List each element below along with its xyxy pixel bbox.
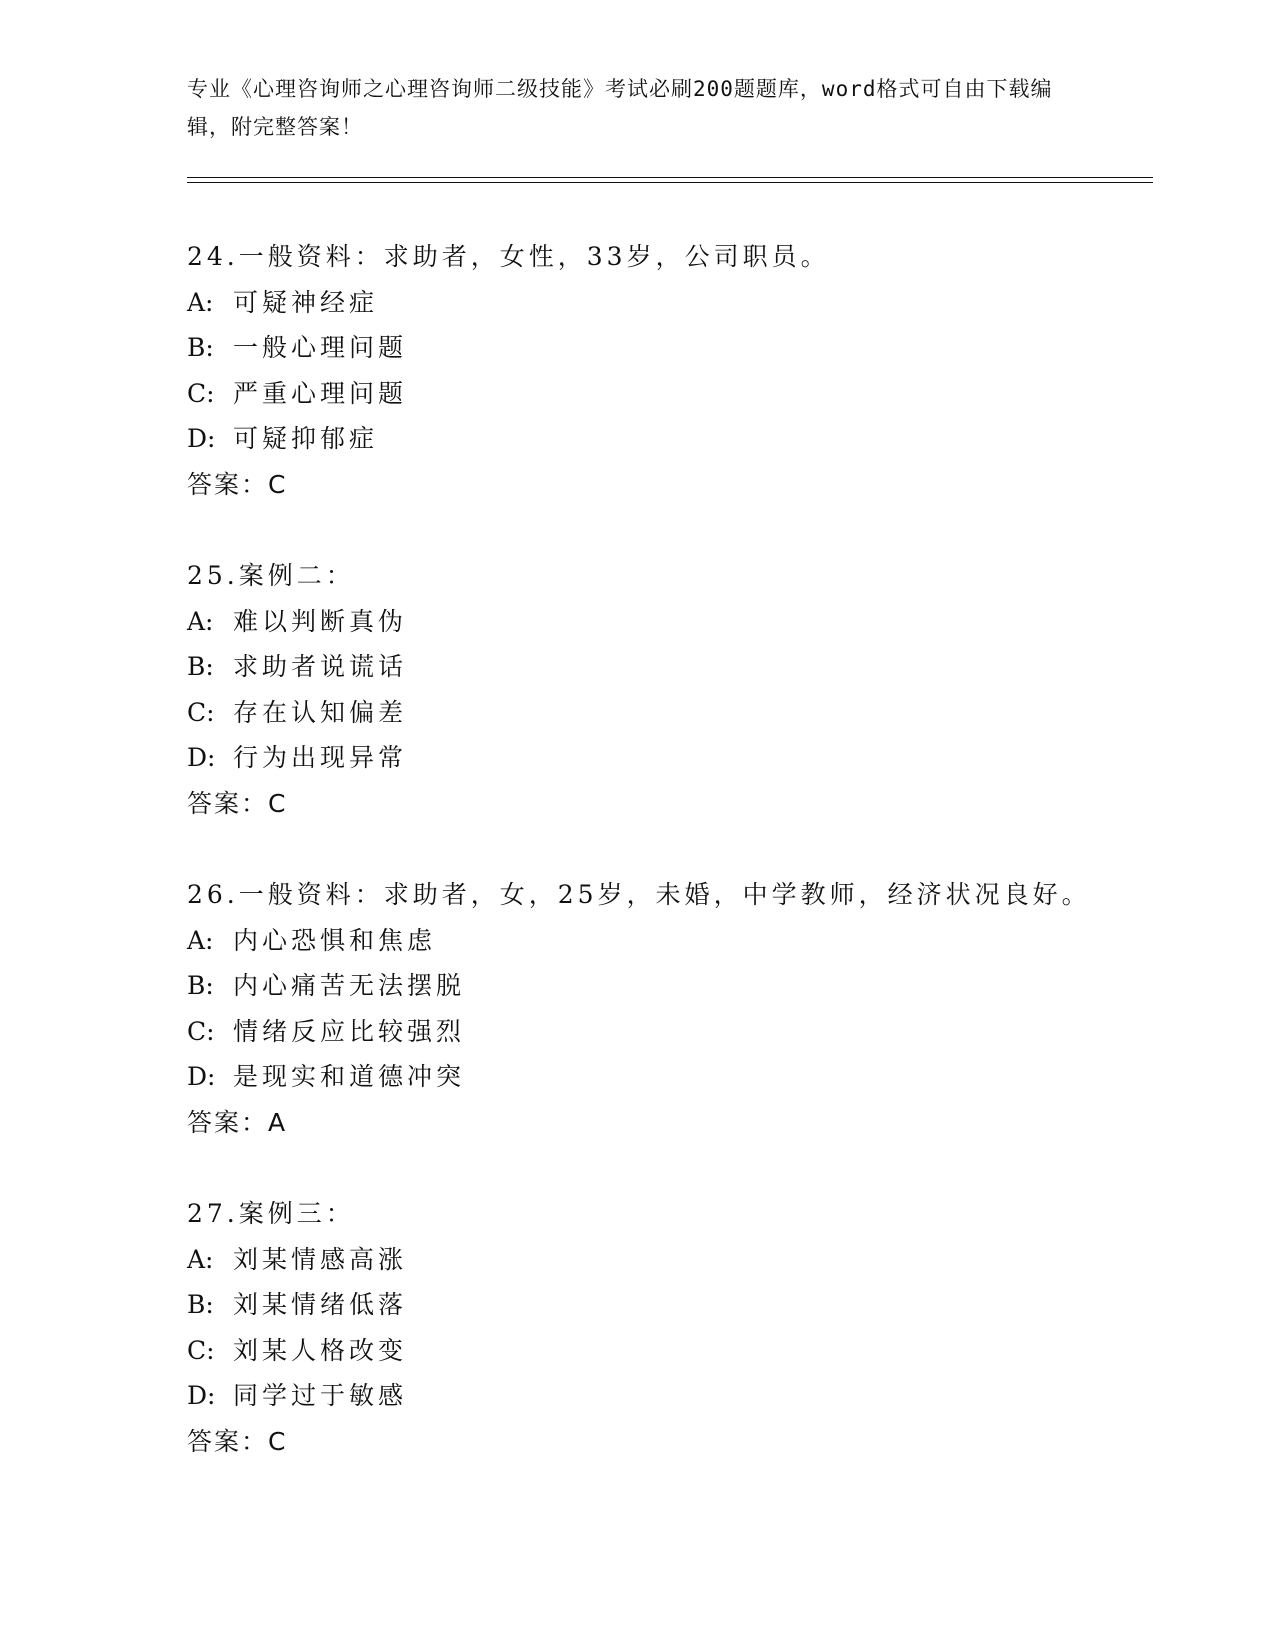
option-a xyxy=(187,918,1153,964)
option-d xyxy=(187,735,1153,781)
option-c xyxy=(187,690,1153,736)
option-letter: D: xyxy=(187,1381,216,1410)
option-text: 刘某人格改变 xyxy=(233,1335,408,1365)
option-c xyxy=(187,1009,1153,1055)
document-header: 专业《心理咨询师之心理咨询师二级技能》考试必刷200题题库，word格式可自由下载编辑，附完整答案！ xyxy=(187,77,1053,139)
question-title: 26.一般资料：求助者，女，25岁，未婚，中学教师，经济状况良好。 xyxy=(187,880,1091,909)
answer-line: 答案：A xyxy=(187,1107,288,1137)
option-letter: D: xyxy=(187,743,216,772)
question-25 xyxy=(187,553,1153,826)
header-divider-top xyxy=(187,177,1153,178)
option-text: 严重心理问题 xyxy=(233,378,408,408)
option-b xyxy=(187,644,1153,690)
option-letter: C: xyxy=(187,697,215,727)
option-letter: A: xyxy=(187,606,214,636)
option-d xyxy=(187,1373,1153,1419)
option-text: 一般心理问题 xyxy=(233,333,408,362)
question-26 xyxy=(187,872,1153,1145)
option-text: 同学过于敏感 xyxy=(233,1381,408,1410)
option-letter: A: xyxy=(187,925,214,955)
option-letter: B: xyxy=(187,652,214,681)
question-list xyxy=(187,234,1153,1510)
option-letter: B: xyxy=(187,333,214,362)
option-letter: C: xyxy=(187,1335,215,1365)
question-title: 25.案例二： xyxy=(187,561,355,590)
option-c xyxy=(187,371,1153,417)
option-text: 刘某情感高涨 xyxy=(233,1244,408,1274)
question-24 xyxy=(187,234,1153,507)
question-27 xyxy=(187,1191,1153,1464)
header-divider-bottom xyxy=(187,182,1153,183)
option-letter: A: xyxy=(187,287,214,317)
option-text: 内心恐惧和焦虑 xyxy=(233,925,437,955)
question-title: 27.案例三： xyxy=(187,1199,355,1228)
option-d xyxy=(187,1054,1153,1100)
option-c xyxy=(187,1328,1153,1374)
option-b xyxy=(187,1282,1153,1328)
option-letter: A: xyxy=(187,1244,214,1274)
option-a xyxy=(187,280,1153,326)
option-text: 难以判断真伪 xyxy=(233,606,408,636)
option-b xyxy=(187,963,1153,1009)
answer-line: 答案：C xyxy=(187,788,288,818)
answer-line: 答案：C xyxy=(187,1426,288,1456)
option-letter: D: xyxy=(187,1062,216,1091)
option-letter: C: xyxy=(187,1016,215,1046)
option-text: 行为出现异常 xyxy=(233,743,408,772)
answer-line: 答案：C xyxy=(187,469,288,499)
option-text: 存在认知偏差 xyxy=(233,697,408,727)
option-letter: C: xyxy=(187,378,215,408)
option-a xyxy=(187,599,1153,645)
option-text: 可疑神经症 xyxy=(233,287,379,317)
option-d xyxy=(187,416,1153,462)
option-text: 可疑抑郁症 xyxy=(233,424,379,453)
option-text: 求助者说谎话 xyxy=(233,652,408,681)
option-text: 情绪反应比较强烈 xyxy=(233,1016,466,1046)
question-title: 24.一般资料：求助者，女性，33岁，公司职员。 xyxy=(187,242,830,271)
option-a xyxy=(187,1237,1153,1283)
option-text: 是现实和道德冲突 xyxy=(233,1062,466,1091)
option-letter: D: xyxy=(187,424,216,453)
option-text: 内心痛苦无法摆脱 xyxy=(233,971,466,1000)
option-letter: B: xyxy=(187,1290,214,1319)
option-text: 刘某情绪低落 xyxy=(233,1290,408,1319)
option-letter: B: xyxy=(187,971,214,1000)
option-b xyxy=(187,325,1153,371)
